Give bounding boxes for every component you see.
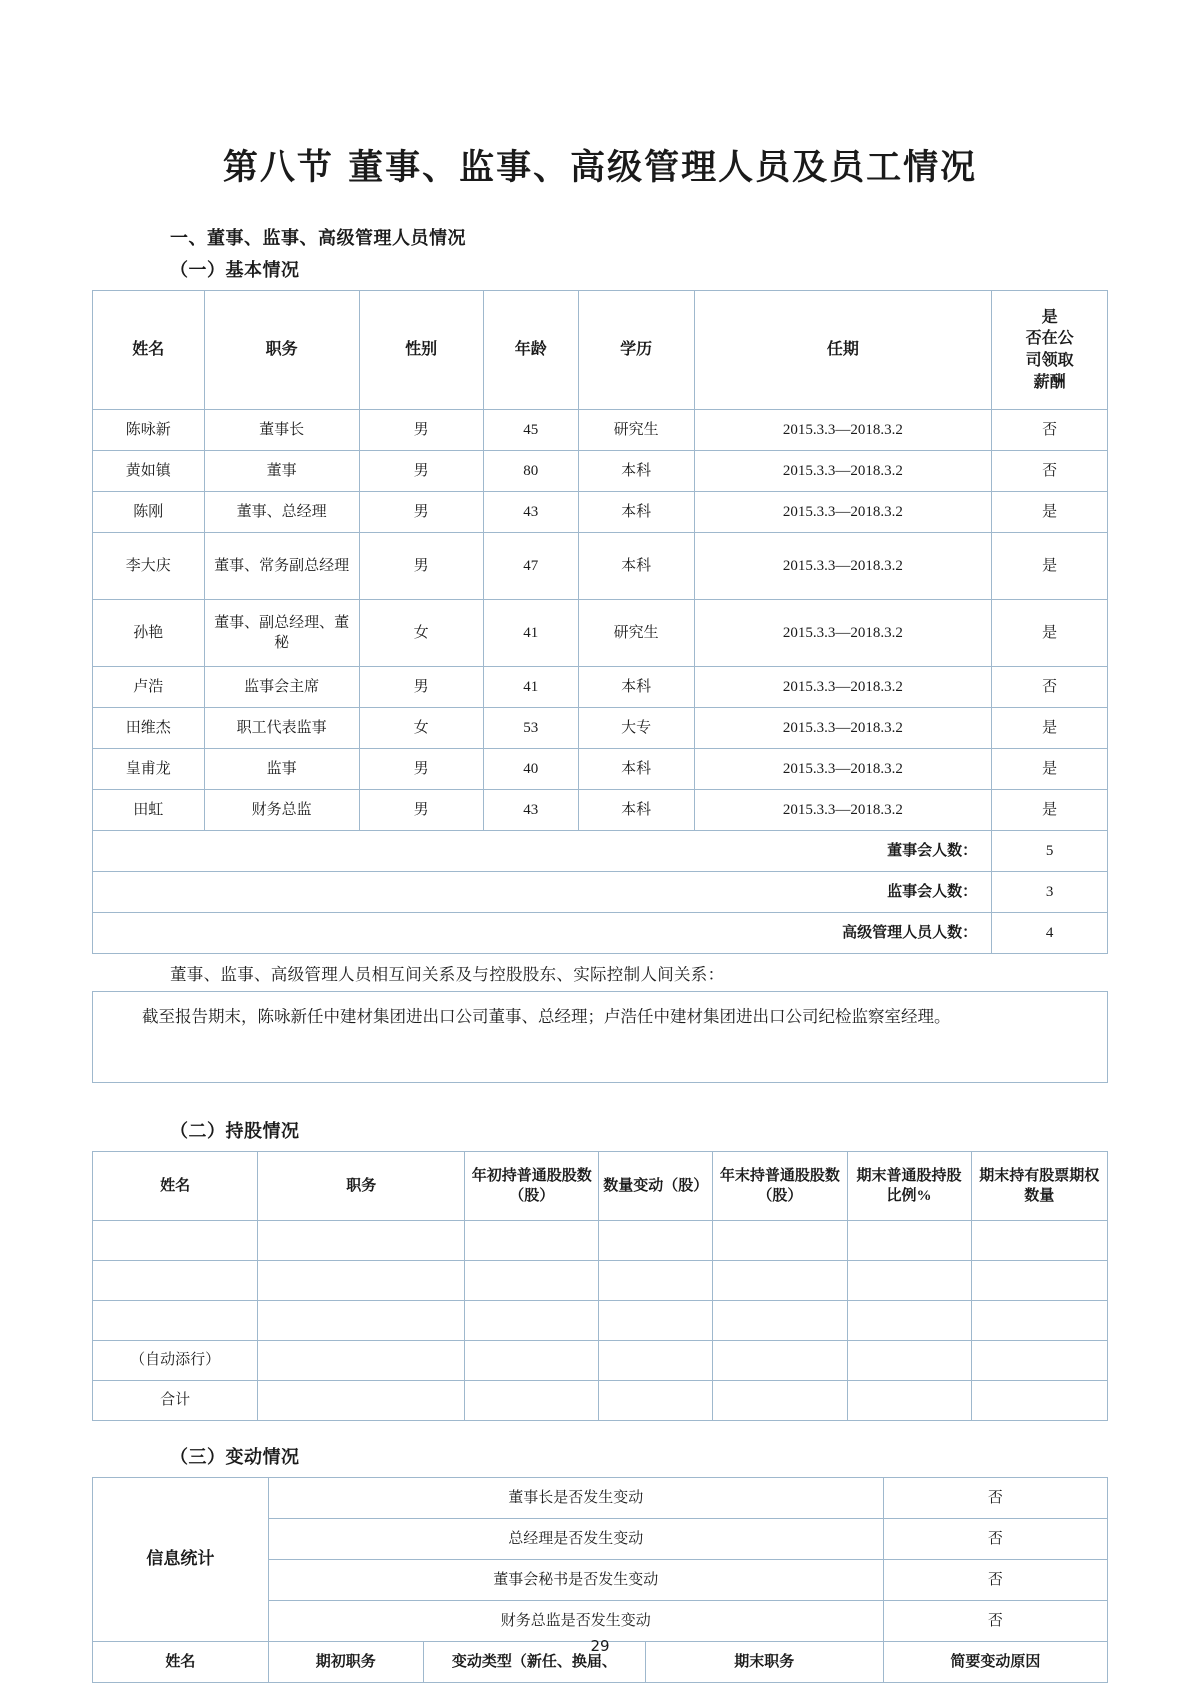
header-education: 学历	[578, 291, 694, 410]
cell-paid: 是	[992, 492, 1108, 533]
header-paid	[992, 291, 1108, 410]
cell-name-autorow: （自动添行）	[93, 1341, 258, 1381]
table-row	[93, 1478, 1108, 1519]
cell-total-label: 合计	[93, 1381, 258, 1421]
relation-note-lead: 董事、监事、高级管理人员相互间关系及与控股股东、实际控制人间关系：	[170, 965, 725, 984]
cell-education: 本科	[578, 451, 694, 492]
summary-row	[93, 831, 1108, 872]
cell-education: 大专	[578, 708, 694, 749]
header-name: 姓名	[93, 1152, 258, 1221]
cell-age: 41	[483, 600, 578, 667]
cell-position: 董事、总经理	[204, 492, 359, 533]
change-stat-value-cfo: 否	[883, 1601, 1107, 1642]
change-stat-label-cfo: 财务总监是否发生变动	[268, 1601, 883, 1642]
cell-gender: 男	[359, 667, 483, 708]
cell-term: 2015.3.3—2018.3.2	[694, 533, 992, 600]
change-side-label: 信息统计	[93, 1478, 269, 1642]
cell-age: 45	[483, 410, 578, 451]
subsection-heading-change: （三）变动情况	[170, 1447, 300, 1468]
table-row	[93, 600, 1108, 667]
cell-paid: 是	[992, 749, 1108, 790]
header-gender: 性别	[359, 291, 483, 410]
table-row	[93, 1341, 1108, 1381]
cell-term: 2015.3.3—2018.3.2	[694, 749, 992, 790]
cell-education: 本科	[578, 749, 694, 790]
cell-options	[971, 1221, 1107, 1261]
summary-value-executives: 4	[992, 913, 1108, 954]
cell-position	[258, 1301, 465, 1341]
cell-gender: 男	[359, 492, 483, 533]
cell-position	[258, 1381, 465, 1421]
cell-name: 黄如镇	[93, 451, 205, 492]
header-term: 任期	[694, 291, 992, 410]
header-end-position: 期末职务	[645, 1642, 883, 1683]
cell-ratio	[847, 1261, 971, 1301]
relation-note-body: 截至报告期末，陈咏新任中建材集团进出口公司董事、总经理；卢浩任中建材集团进出口公司纪检监察室经理。	[142, 1007, 951, 1026]
cell-gender: 女	[359, 600, 483, 667]
summary-value-supervisors: 3	[992, 872, 1108, 913]
cell-position: 董事长	[204, 410, 359, 451]
header-change-type: 变动类型（新任、换届、	[423, 1642, 645, 1683]
subsection-heading-holding: （二）持股情况	[170, 1121, 300, 1142]
section-heading: 一、董事、监事、高级管理人员情况	[170, 228, 466, 249]
cell-gender: 男	[359, 410, 483, 451]
cell-term: 2015.3.3—2018.3.2	[694, 790, 992, 831]
cell-name: 陈刚	[93, 492, 205, 533]
cell-begin	[465, 1221, 599, 1261]
table-row	[93, 410, 1108, 451]
cell-education: 本科	[578, 667, 694, 708]
cell-ratio	[847, 1341, 971, 1381]
cell-paid: 否	[992, 410, 1108, 451]
table-header-row	[93, 1152, 1108, 1221]
cell-begin	[465, 1261, 599, 1301]
cell-position: 财务总监	[204, 790, 359, 831]
cell-paid: 是	[992, 600, 1108, 667]
cell-term: 2015.3.3—2018.3.2	[694, 410, 992, 451]
cell-age: 40	[483, 749, 578, 790]
page-title: 第八节 董事、监事、高级管理人员及员工情况	[222, 148, 978, 188]
table-row	[93, 451, 1108, 492]
header-begin-position: 期初职务	[268, 1642, 423, 1683]
change-stat-value-secretary: 否	[883, 1560, 1107, 1601]
cell-change	[599, 1221, 713, 1261]
summary-row	[93, 872, 1108, 913]
cell-name	[93, 1261, 258, 1301]
cell-gender: 男	[359, 749, 483, 790]
change-stat-value-gm: 否	[883, 1519, 1107, 1560]
header-paid-line-2: 否在公	[1025, 330, 1074, 348]
cell-gender: 女	[359, 708, 483, 749]
cell-term: 2015.3.3—2018.3.2	[694, 600, 992, 667]
cell-position: 职工代表监事	[204, 708, 359, 749]
cell-change	[599, 1381, 713, 1421]
cell-position	[258, 1221, 465, 1261]
table-row	[93, 1301, 1108, 1341]
summary-row	[93, 913, 1108, 954]
table-row	[93, 492, 1108, 533]
change-stat-label-chairman: 董事长是否发生变动	[268, 1478, 883, 1519]
header-change-reason: 简要变动原因	[883, 1642, 1107, 1683]
cell-education: 研究生	[578, 410, 694, 451]
cell-age: 43	[483, 790, 578, 831]
header-end-ratio: 期末普通股持股比例%	[847, 1152, 971, 1221]
cell-paid: 是	[992, 708, 1108, 749]
cell-paid: 是	[992, 533, 1108, 600]
cell-name: 卢浩	[93, 667, 205, 708]
header-begin-shares: 年初持普通股股数（股）	[465, 1152, 599, 1221]
summary-label-board: 董事会人数：	[93, 831, 992, 872]
cell-name	[93, 1301, 258, 1341]
cell-position	[258, 1261, 465, 1301]
cell-begin	[465, 1341, 599, 1381]
cell-gender: 男	[359, 451, 483, 492]
cell-options	[971, 1341, 1107, 1381]
cell-term: 2015.3.3—2018.3.2	[694, 451, 992, 492]
cell-education: 本科	[578, 790, 694, 831]
cell-begin	[465, 1381, 599, 1421]
table-row	[93, 1221, 1108, 1261]
table-header-row	[93, 291, 1108, 410]
cell-name: 陈咏新	[93, 410, 205, 451]
cell-end	[713, 1381, 847, 1421]
summary-label-supervisors: 监事会人数：	[93, 872, 992, 913]
table-row	[93, 1381, 1108, 1421]
table-row	[93, 1261, 1108, 1301]
cell-education: 本科	[578, 533, 694, 600]
subsection-heading-basic: （一）基本情况	[170, 260, 300, 281]
table-row	[93, 708, 1108, 749]
spacer	[92, 1421, 1108, 1443]
cell-position	[258, 1341, 465, 1381]
cell-age: 47	[483, 533, 578, 600]
header-paid-line-4: 薪酬	[1033, 373, 1066, 391]
cell-change	[599, 1301, 713, 1341]
cell-change	[599, 1341, 713, 1381]
summary-value-board: 5	[992, 831, 1108, 872]
cell-term: 2015.3.3—2018.3.2	[694, 667, 992, 708]
cell-name	[93, 1221, 258, 1261]
cell-name: 李大庆	[93, 533, 205, 600]
holding-table	[92, 1151, 1108, 1421]
cell-age: 41	[483, 667, 578, 708]
cell-options	[971, 1301, 1107, 1341]
cell-name: 皇甫龙	[93, 749, 205, 790]
cell-position: 董事、常务副总经理	[204, 533, 359, 600]
header-paid-line-1: 是	[1041, 308, 1058, 326]
cell-options	[971, 1261, 1107, 1301]
cell-name: 孙艳	[93, 600, 205, 667]
table-row	[93, 790, 1108, 831]
cell-term: 2015.3.3—2018.3.2	[694, 708, 992, 749]
cell-gender: 男	[359, 790, 483, 831]
header-name: 姓名	[93, 291, 205, 410]
page-number: 29	[590, 1637, 610, 1655]
cell-name: 田虹	[93, 790, 205, 831]
cell-ratio	[847, 1301, 971, 1341]
table-row	[93, 749, 1108, 790]
table-row	[93, 533, 1108, 600]
header-position: 职务	[204, 291, 359, 410]
relation-note-box	[92, 991, 1108, 1083]
header-name: 姓名	[93, 1642, 269, 1683]
cell-ratio	[847, 1381, 971, 1421]
cell-paid: 否	[992, 451, 1108, 492]
summary-label-executives: 高级管理人员人数：	[93, 913, 992, 954]
change-stat-value-chairman: 否	[883, 1478, 1107, 1519]
header-position: 职务	[258, 1152, 465, 1221]
cell-position: 监事会主席	[204, 667, 359, 708]
header-options: 期末持有股票期权数量	[971, 1152, 1107, 1221]
spacer	[92, 1083, 1108, 1117]
header-change-amount: 数量变动（股）	[599, 1152, 713, 1221]
change-stat-label-gm: 总经理是否发生变动	[268, 1519, 883, 1560]
cell-options	[971, 1381, 1107, 1421]
cell-age: 53	[483, 708, 578, 749]
change-stat-label-secretary: 董事会秘书是否发生变动	[268, 1560, 883, 1601]
header-paid-line-3: 司领取	[1025, 352, 1074, 369]
table-row	[93, 667, 1108, 708]
cell-term: 2015.3.3—2018.3.2	[694, 492, 992, 533]
cell-end	[713, 1221, 847, 1261]
cell-end	[713, 1341, 847, 1381]
cell-paid: 否	[992, 667, 1108, 708]
cell-end	[713, 1301, 847, 1341]
cell-change	[599, 1261, 713, 1301]
cell-age: 80	[483, 451, 578, 492]
cell-position: 监事	[204, 749, 359, 790]
cell-name: 田维杰	[93, 708, 205, 749]
cell-paid: 是	[992, 790, 1108, 831]
cell-ratio	[847, 1221, 971, 1261]
cell-age: 43	[483, 492, 578, 533]
cell-education: 研究生	[578, 600, 694, 667]
cell-education: 本科	[578, 492, 694, 533]
cell-gender: 男	[359, 533, 483, 600]
cell-end	[713, 1261, 847, 1301]
cell-position: 董事、副总经理、董秘	[204, 600, 359, 667]
header-age: 年龄	[483, 291, 578, 410]
cell-begin	[465, 1301, 599, 1341]
basic-info-table	[92, 290, 1108, 954]
header-end-shares: 年末持普通股股数（股）	[713, 1152, 847, 1221]
cell-position: 董事	[204, 451, 359, 492]
